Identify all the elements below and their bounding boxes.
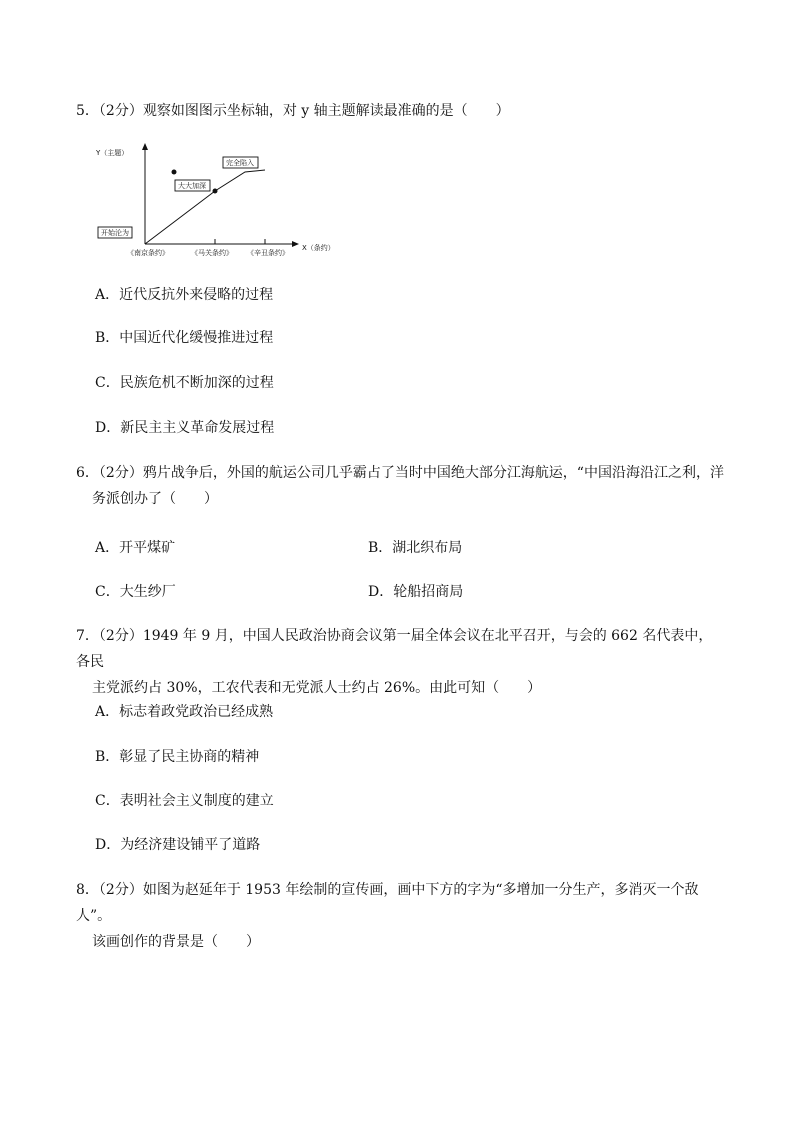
question-6-stem-line1: 6．（2分）鸦片战争后，外国的航运公司几乎霸占了当时中国绝大部分江海航运，“中国沿海沿江之利，洋 [76, 465, 724, 481]
question-6 [76, 460, 726, 512]
stage-label-3: 完全陷入 [226, 159, 254, 167]
q7-option-c[interactable]: C．表明社会主义制度的建立 [95, 793, 274, 809]
question-8-stem-line2: 该画创作的背景是（ ） [92, 934, 260, 950]
tick-label-maguan: 《马关条约》 [191, 249, 233, 257]
y-axis-arrow [142, 143, 148, 150]
q5-option-b[interactable]: B．中国近代化缓慢推进过程 [95, 330, 274, 346]
question-7-stem-line2: 主党派约占 30%，工农代表和无党派人士约占 26%。由此可知（ ） [92, 680, 542, 696]
q7-option-b[interactable]: B．彰显了民主协商的精神 [95, 749, 260, 765]
tick-label-nanjing: 《南京条约》 [127, 249, 169, 257]
question-5-stem: 5．（2分）观察如图图示坐标轴，对 y 轴主题解读最准确的是（ ） [76, 103, 510, 119]
y-axis-label: Y（主题） [96, 149, 129, 157]
q6-option-d[interactable]: D．轮船招商局 [368, 584, 464, 600]
timeline-figure [95, 140, 345, 260]
q6-option-b[interactable]: B．湖北织布局 [368, 540, 463, 556]
q7-option-d[interactable]: D．为经济建设铺平了道路 [95, 837, 261, 853]
stage-label-1: 开始沦为 [101, 229, 129, 237]
tick-label-xinchou: 《辛丑条约》 [247, 249, 289, 257]
q5-option-c[interactable]: C．民族危机不断加深的过程 [95, 375, 274, 391]
coordinate-axis-diagram [95, 140, 345, 260]
x-axis-label: X（条约） [302, 244, 335, 252]
question-7-stem [76, 623, 726, 701]
q5-option-a[interactable]: A．近代反抗外来侵略的过程 [95, 287, 274, 303]
q7-option-a[interactable]: A．标志着政党政治已经成熟 [95, 704, 274, 720]
question-8 [76, 877, 726, 955]
q6-option-a[interactable]: A．开平煤矿 [95, 540, 176, 556]
question-6-stem-line2: 务派创办了（ ） [92, 491, 218, 507]
q6-option-c[interactable]: C．大生纱厂 [95, 584, 176, 600]
stage-label-2: 大大加深 [178, 182, 206, 190]
question-7-stem-line1: 7．（2分）1949 年 9 月，中国人民政治协商会议第一届全体会议在北平召开，与会的 662 名代表中，各民 [76, 628, 713, 670]
stage-point [213, 189, 218, 194]
x-axis-arrow [292, 241, 299, 247]
question-5 [76, 98, 726, 124]
question-8-stem-line1: 8．（2分）如图为赵延年于 1953 年绘制的宣传画，画中下方的字为“多增加一分生产，多消灭一个敌人”。 [76, 882, 699, 924]
question-7 [76, 623, 726, 701]
question-6-stem [76, 460, 726, 512]
q5-option-d[interactable]: D．新民主主义革命发展过程 [95, 420, 275, 436]
point-marker [172, 170, 177, 175]
question-8-stem [76, 877, 726, 955]
